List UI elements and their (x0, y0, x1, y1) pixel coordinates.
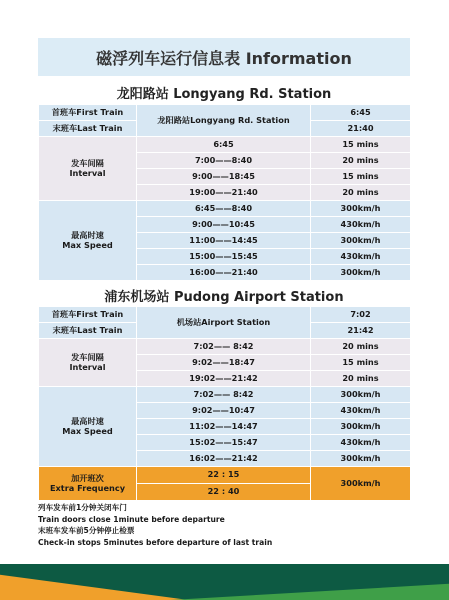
speed-time: 15:00——15:45 (137, 249, 311, 265)
speed-value: 430km/h (311, 217, 411, 233)
station-name: 龙阳路站Longyang Rd. Station (137, 105, 311, 137)
interval-label-cn: 发车间隔 (71, 352, 104, 363)
interval-time: 6:45 (137, 137, 311, 153)
first-train-label: 首班车First Train (39, 307, 137, 323)
extra-label-cn: 加开班次 (71, 473, 104, 484)
speed-value: 300km/h (311, 201, 411, 217)
speed-label-cn: 最高时速 (71, 416, 104, 427)
longyang-station-heading: 龙阳路站 Longyang Rd. Station (116, 86, 332, 102)
first-train-time: 7:02 (311, 307, 411, 323)
interval-value: 15 mins (311, 169, 411, 185)
speed-value: 300km/h (311, 233, 411, 249)
speed-time: 11:00——14:45 (137, 233, 311, 249)
speed-value: 300km/h (311, 265, 411, 281)
longyang-schedule-table (38, 104, 411, 281)
extra-speed: 300km/h (311, 467, 411, 501)
speed-time: 9:00——10:45 (137, 217, 311, 233)
extra-time: 22 : 15 (137, 467, 311, 484)
speed-value: 430km/h (311, 249, 411, 265)
speed-value: 430km/h (311, 403, 411, 419)
speed-time: 9:02——10:47 (137, 403, 311, 419)
interval-time: 19:02——21:42 (137, 371, 311, 387)
interval-time: 7:02—— 8:42 (137, 339, 311, 355)
pudong-station-heading: 浦东机场站 Pudong Airport Station (104, 289, 344, 305)
speed-label (39, 387, 137, 467)
extra-frequency-label (39, 467, 137, 501)
speed-time: 11:02——14:47 (137, 419, 311, 435)
interval-time: 9:00——18:45 (137, 169, 311, 185)
speed-label (39, 201, 137, 281)
speed-time: 7:02—— 8:42 (137, 387, 311, 403)
interval-time: 19:00——21:40 (137, 185, 311, 201)
first-train-label: 首班车First Train (39, 105, 137, 121)
interval-value: 20 mins (311, 371, 411, 387)
interval-label (39, 137, 137, 201)
interval-label (39, 339, 137, 387)
interval-label-en: Interval (69, 361, 106, 372)
note-line: Train doors close 1minute before departure (38, 514, 225, 524)
notes (38, 502, 410, 548)
last-train-label: 末班车Last Train (39, 323, 137, 339)
last-train-label: 末班车Last Train (39, 121, 137, 137)
last-train-time: 21:40 (311, 121, 411, 137)
speed-value: 430km/h (311, 435, 411, 451)
pudong-schedule-table (38, 306, 411, 501)
extra-time: 22 : 40 (137, 484, 311, 501)
station-name: 机场站Airport Station (137, 307, 311, 339)
interval-value: 15 mins (311, 355, 411, 371)
note-line: Check-in stops 5minutes before departure of last train (38, 537, 273, 547)
interval-value: 20 mins (311, 153, 411, 169)
first-train-time: 6:45 (311, 105, 411, 121)
extra-label-en: Extra Frequency (49, 482, 126, 493)
speed-value: 300km/h (311, 387, 411, 403)
interval-label-en: Interval (69, 167, 106, 178)
speed-label-en: Max Speed (62, 239, 113, 250)
speed-time: 6:45——8:40 (137, 201, 311, 217)
interval-value: 20 mins (311, 185, 411, 201)
speed-label-en: Max Speed (62, 425, 113, 436)
interval-time: 9:02——18:47 (137, 355, 311, 371)
last-train-time: 21:42 (311, 323, 411, 339)
interval-value: 20 mins (311, 339, 411, 355)
note-line: 列车发车前1分钟关闭车门 (38, 503, 127, 512)
speed-value: 300km/h (311, 451, 411, 467)
page-title: 磁浮列车运行信息表 Information (38, 38, 410, 76)
interval-value: 15 mins (311, 137, 411, 153)
speed-time: 15:02——15:47 (137, 435, 311, 451)
speed-label-cn: 最高时速 (71, 230, 104, 241)
speed-value: 300km/h (311, 419, 411, 435)
speed-time: 16:02——21:42 (137, 451, 311, 467)
note-line: 末班车发车前5分钟停止检票 (38, 526, 135, 535)
interval-time: 7:00——8:40 (137, 153, 311, 169)
interval-label-cn: 发车间隔 (71, 158, 104, 169)
speed-time: 16:00——21:40 (137, 265, 311, 281)
